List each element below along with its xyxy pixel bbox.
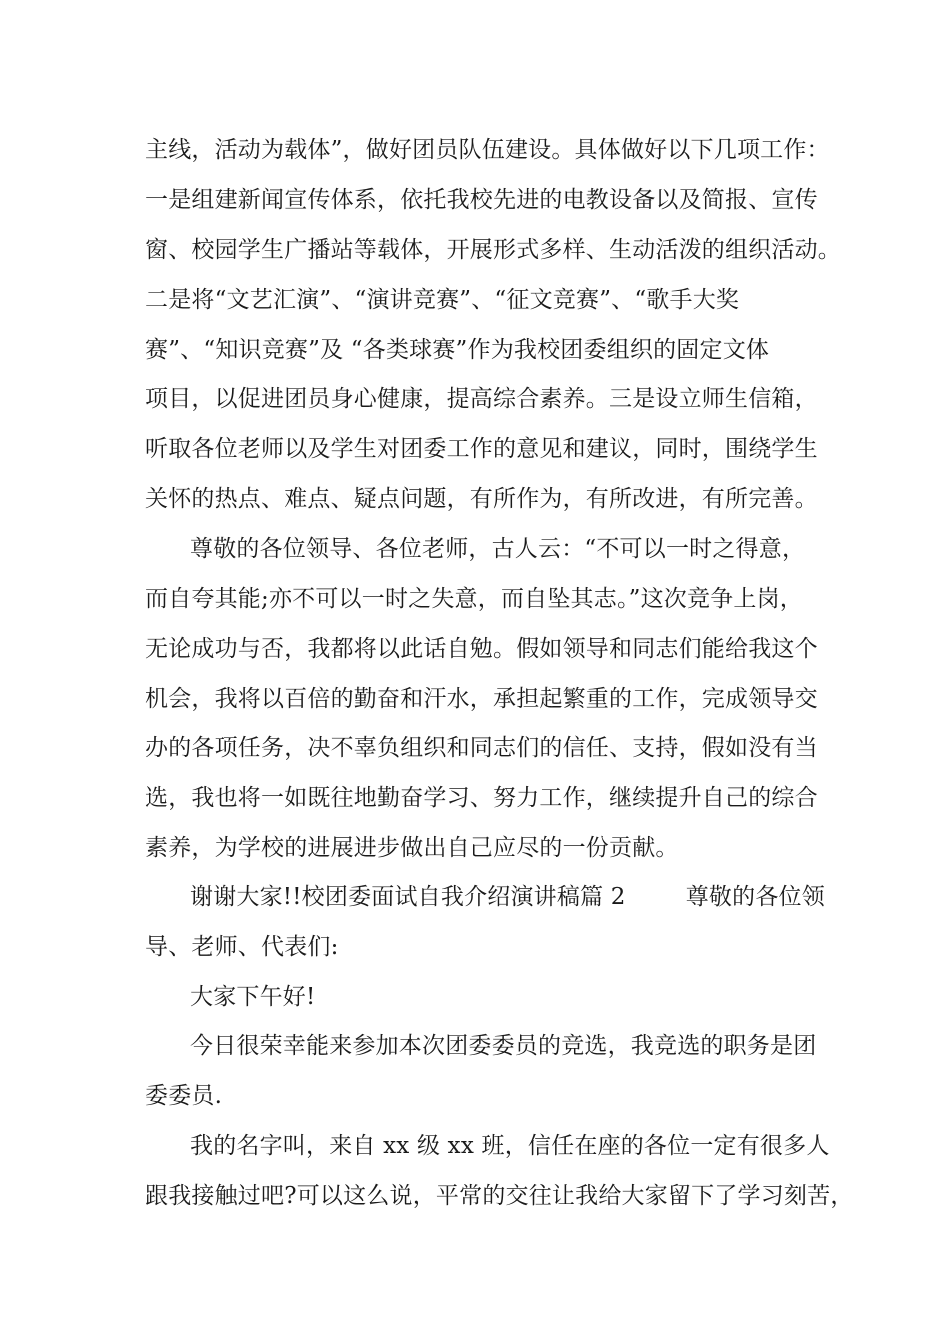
text-line: 一是组建新闻宣传体系，依托我校先进的电教设备以及简报、宣传 [145, 187, 818, 213]
text-line: 赛”、“知识竞赛”及 “各类球赛”作为我校团委组织的固定文体 [145, 337, 770, 363]
text-line: 听取各位老师以及学生对团委工作的意见和建议，同时，围绕学生 [145, 436, 818, 462]
text-line: 二是将“文艺汇演”、“演讲竞赛”、“征文竞赛”、“歌手大奖 [145, 287, 740, 313]
text-line: 机会，我将以百倍的勤奋和汗水，承担起繁重的工作，完成领导交 [145, 686, 818, 712]
text-line: 导、老师、代表们: [145, 934, 339, 960]
text-line: 而自夸其能;亦不可以一时之失意，而自坠其志。”这次竞争上岗， [145, 586, 804, 612]
text-line: 选，我也将一如既往地勤奋学习、努力工作，继续提升自己的综合 [145, 785, 818, 811]
paragraph-start-line: 今日很荣幸能来参加本次团委委员的竞选，我竞选的职务是团 [190, 1033, 817, 1059]
paragraph-start-line: 尊敬的各位领导、各位老师，古人云：“不可以一时之得意， [190, 536, 806, 562]
paragraph-start-line: 谢谢大家!!校团委面试自我介绍演讲稿篇 2 尊敬的各位领 [190, 884, 825, 910]
paragraph-start-line: 我的名字叫，来自 xx 级 xx 班，信任在座的各位一定有很多人 [190, 1133, 830, 1159]
text-line: 办的各项任务，决不辜负组织和同志们的信任、支持，假如没有当 [145, 735, 818, 761]
text-line: 项目，以促进团员身心健康，提高综合素养。三是设立师生信箱， [145, 386, 818, 412]
text-line: 委委员. [145, 1083, 223, 1109]
text-line: 无论成功与否，我都将以此话自勉。假如领导和同志们能给我这个 [145, 636, 818, 662]
text-line: 素养，为学校的进展进步做出自己应尽的一份贡献。 [145, 835, 679, 861]
text-line: 跟我接触过吧?可以这么说，平常的交往让我给大家留下了学习刻苦， [145, 1183, 854, 1209]
text-line: 窗、校园学生广播站等载体，开展形式多样、生动活泼的组织活动。 [145, 237, 841, 263]
text-line: 主线，活动为载体”，做好团员队伍建设。具体做好以下几项工作： [145, 137, 830, 163]
text-line: 关怀的热点、难点、疑点问题，有所作为，有所改进，有所完善。 [145, 486, 818, 512]
paragraph-start-line: 大家下午好! [190, 984, 316, 1010]
